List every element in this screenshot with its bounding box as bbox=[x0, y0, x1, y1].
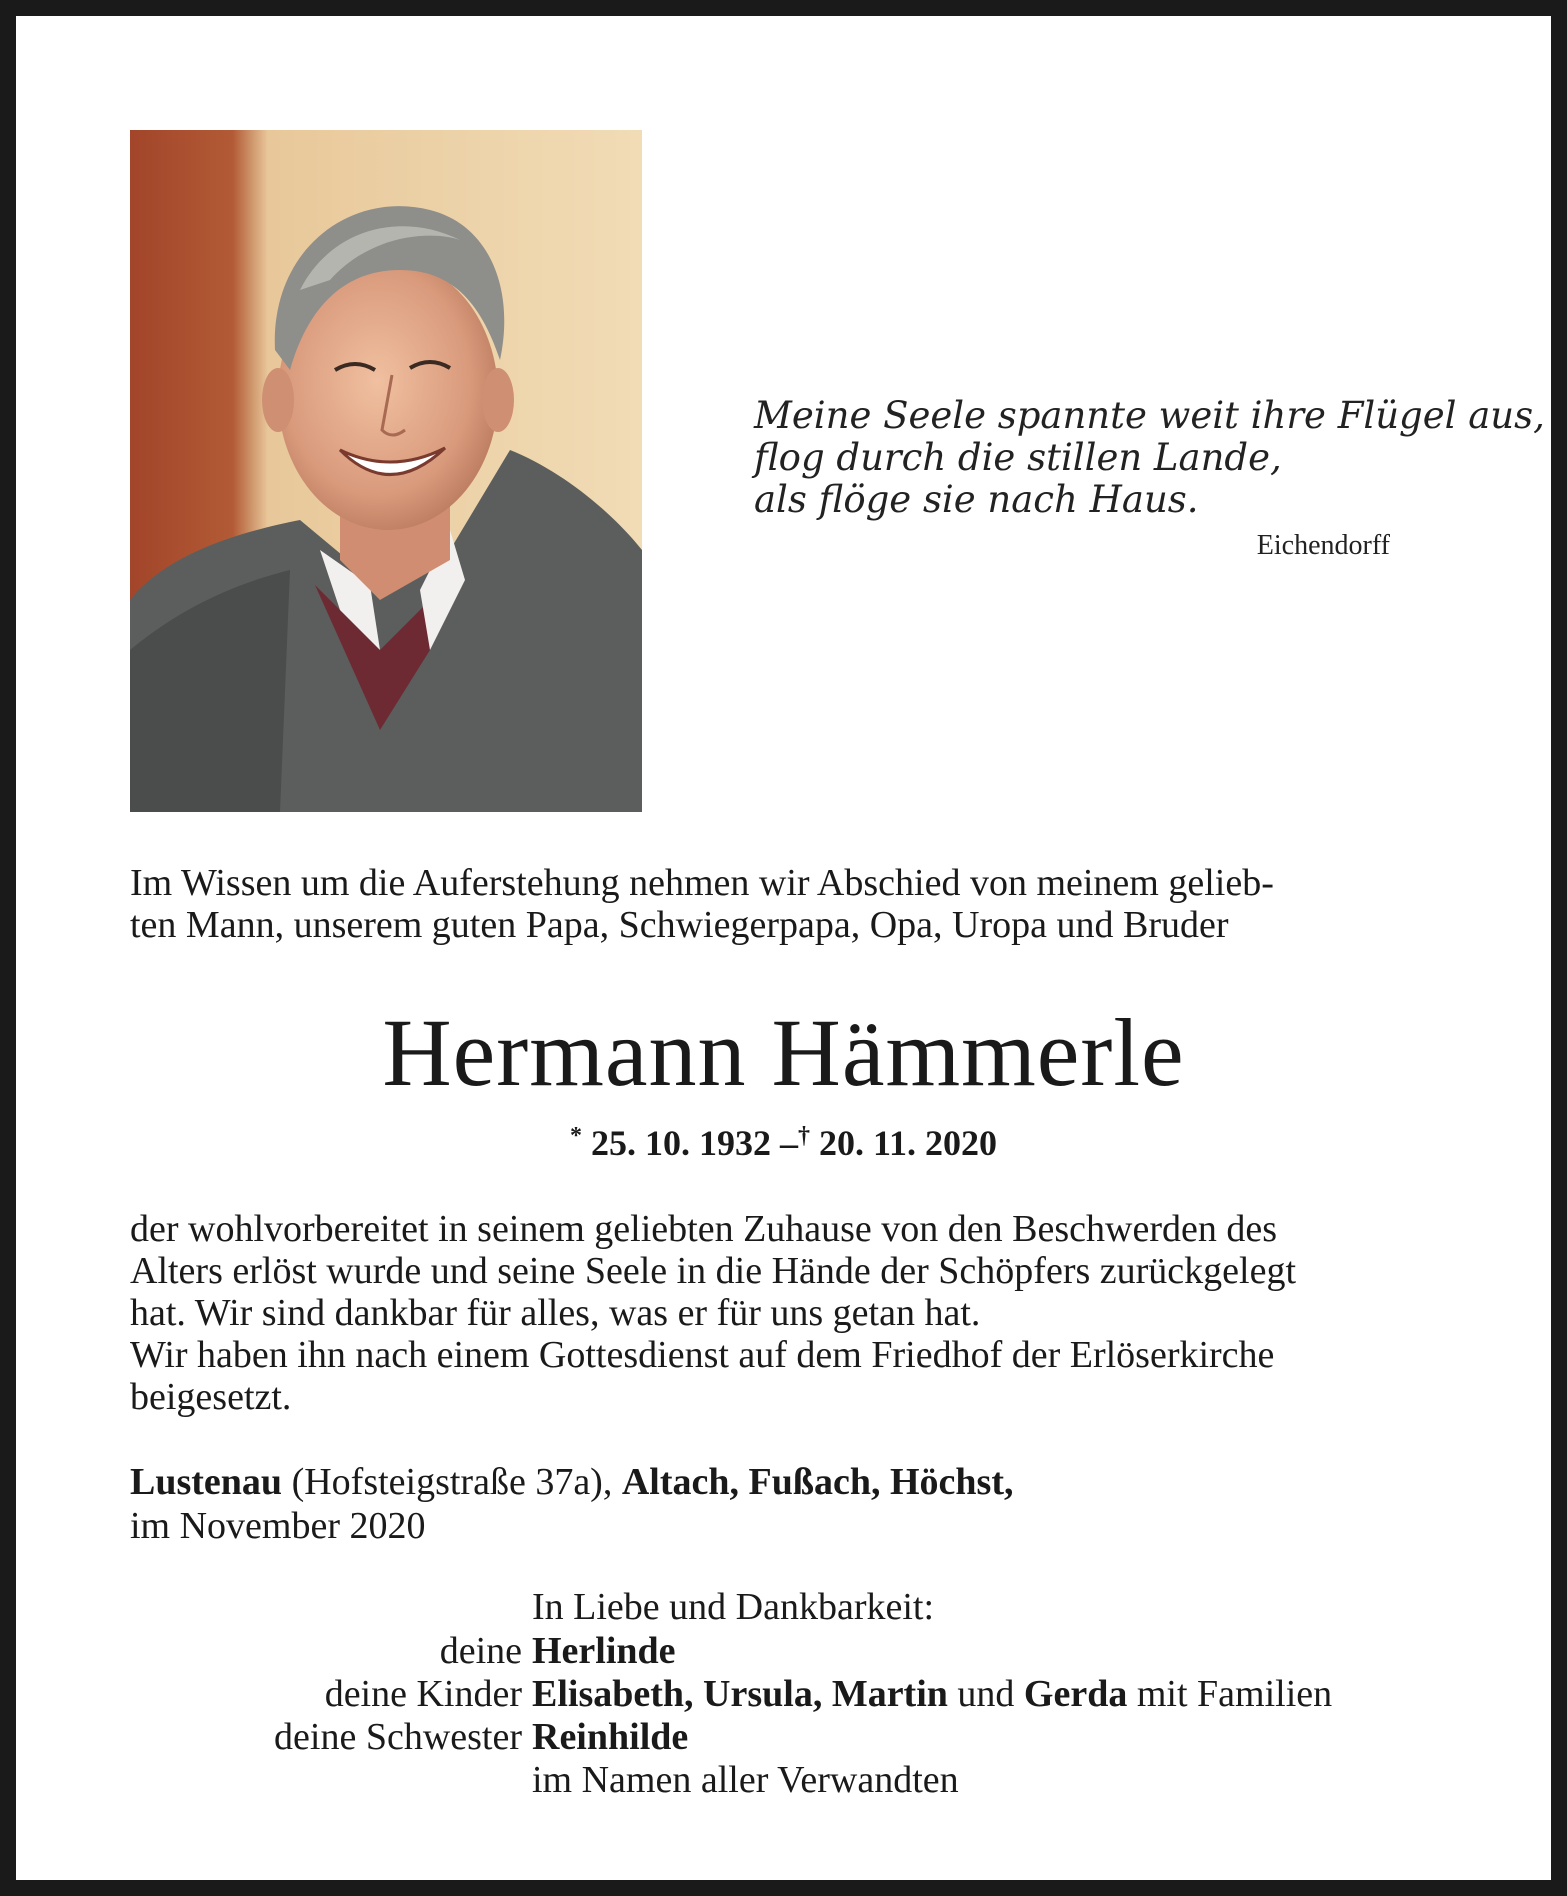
mourner-row-wife bbox=[0, 1630, 1567, 1673]
body-line: beigesetzt. bbox=[130, 1376, 292, 1418]
thanks-line: In Liebe und Dankbarkeit: bbox=[532, 1586, 935, 1628]
body-line: der wohlvorbereitet in seinem geliebten Zuhause von den Beschwerden des bbox=[130, 1208, 1278, 1250]
mourner-name: Elisabeth, Ursula, Martin bbox=[532, 1673, 948, 1715]
mourner-row-children bbox=[0, 1673, 1567, 1716]
birth-date: 25. 10. 1932 bbox=[590, 1123, 771, 1163]
place-address: (Hofsteigstraße 37a), bbox=[291, 1461, 613, 1503]
body-text bbox=[130, 1208, 1460, 1418]
quote-line: Meine Seele spannte weit ihre Flügel aus, bbox=[754, 394, 1545, 437]
body-line: Wir haben ihn nach einem Gottesdienst auf dem Friedhof der Erlöserkirche bbox=[130, 1334, 1275, 1376]
death-date: 20. 11. 2020 bbox=[818, 1123, 997, 1163]
place-and-date bbox=[130, 1460, 1013, 1548]
quote bbox=[754, 394, 1545, 521]
quote-line: als flöge sie nach Haus. bbox=[754, 478, 1199, 521]
death-symbol: † bbox=[797, 1123, 810, 1149]
life-dates bbox=[0, 1122, 1567, 1164]
mourners-list bbox=[0, 1630, 1567, 1802]
body-line: Alters erlöst wurde und seine Seele in die Hände der Schöpfers zurückgelegt bbox=[130, 1250, 1296, 1292]
body-line: hat. Wir sind dankbar für alles, was er für uns getan hat. bbox=[130, 1292, 981, 1334]
mourner-name: Gerda bbox=[1023, 1673, 1128, 1715]
place-town: Lustenau bbox=[130, 1461, 283, 1503]
mourner-suffix: mit Familien bbox=[1136, 1673, 1333, 1715]
intro-line: ten Mann, unserem guten Papa, Schwiegerpapa, Opa, Uropa und Bruder bbox=[130, 904, 1229, 946]
deceased-name: Hermann Hämmerle bbox=[382, 999, 1185, 1106]
birth-symbol: * bbox=[569, 1123, 582, 1149]
intro-text bbox=[130, 862, 1450, 946]
mourner-label: deine Schwester bbox=[274, 1716, 522, 1758]
date-separator: – bbox=[779, 1123, 798, 1163]
mourner-conjunction: und bbox=[957, 1673, 1015, 1715]
mourner-row-relatives bbox=[0, 1759, 1567, 1802]
quote-author: Eichendorff bbox=[1256, 530, 1390, 561]
mourner-label: deine Kinder bbox=[324, 1673, 522, 1715]
mourner-name: Reinhilde bbox=[532, 1716, 689, 1758]
portrait-photo bbox=[130, 130, 642, 812]
quote-line: flog durch die stillen Lande, bbox=[754, 436, 1282, 479]
intro-line: Im Wissen um die Auferstehung nehmen wir Abschied von meinem gelieb- bbox=[130, 862, 1274, 904]
mourner-relatives: im Namen aller Verwandten bbox=[532, 1759, 959, 1801]
mourner-name: Herlinde bbox=[532, 1630, 676, 1672]
mourner-row-sister bbox=[0, 1716, 1567, 1759]
mourner-label: deine bbox=[439, 1630, 522, 1672]
place-date-line: im November 2020 bbox=[130, 1505, 426, 1547]
place-other-towns: Altach, Fußach, Höchst, bbox=[621, 1461, 1014, 1503]
